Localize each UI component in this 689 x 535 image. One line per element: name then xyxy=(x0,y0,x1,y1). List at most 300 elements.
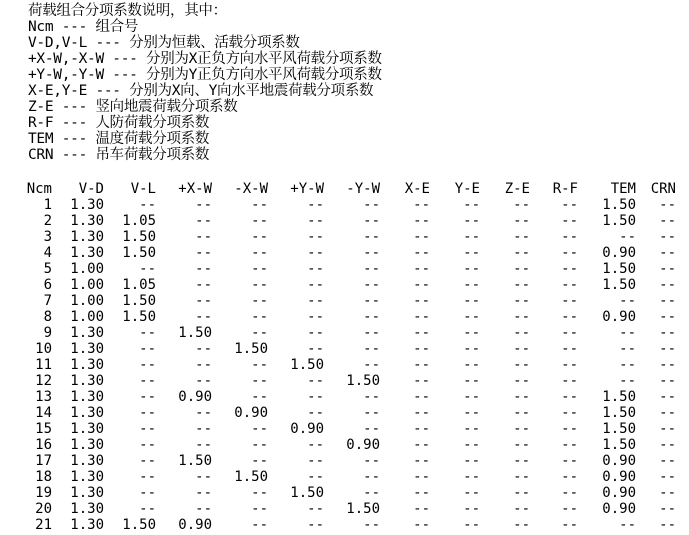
cell-z-e: -- xyxy=(513,421,530,437)
cell-x-e: -- xyxy=(413,213,430,229)
cell-ncm: 8 xyxy=(43,309,52,325)
table-row xyxy=(22,405,676,421)
cell-v-l: 1.50 xyxy=(122,293,156,309)
cell-y-e: -- xyxy=(463,261,480,277)
cell-r-f: -- xyxy=(561,357,578,373)
cell-pos-x-w: -- xyxy=(195,437,212,453)
cell-x-e: -- xyxy=(413,373,430,389)
cell-pos-y-w: -- xyxy=(307,229,324,245)
cell-pos-y-w: -- xyxy=(307,389,324,405)
cell-x-e: -- xyxy=(413,277,430,293)
cell-v-l: -- xyxy=(139,389,156,405)
cell-x-e: -- xyxy=(413,325,430,341)
cell-neg-y-w: -- xyxy=(363,325,380,341)
cell-r-f: -- xyxy=(561,325,578,341)
legend-line-x-wind: +X-W,-X-W --- 分别为X正负方向水平风荷载分项系数 xyxy=(28,51,382,67)
cell-tem: 1.50 xyxy=(602,277,636,293)
cell-v-l: 1.50 xyxy=(122,229,156,245)
cell-v-l: -- xyxy=(139,421,156,437)
cell-neg-y-w: 1.50 xyxy=(346,501,380,517)
cell-neg-x-w: -- xyxy=(251,389,268,405)
cell-r-f: -- xyxy=(561,501,578,517)
cell-neg-x-w: -- xyxy=(251,373,268,389)
table-row xyxy=(22,485,676,501)
cell-r-f: -- xyxy=(561,469,578,485)
cell-pos-x-w: -- xyxy=(195,245,212,261)
cell-ncm: 5 xyxy=(43,261,52,277)
cell-crn: -- xyxy=(659,245,676,261)
cell-v-l: -- xyxy=(139,501,156,517)
cell-pos-y-w: -- xyxy=(307,293,324,309)
cell-pos-y-w: -- xyxy=(307,309,324,325)
cell-z-e: -- xyxy=(513,197,530,213)
cell-x-e: -- xyxy=(413,437,430,453)
cell-ncm: 20 xyxy=(35,501,52,517)
cell-ncm: 2 xyxy=(43,213,52,229)
cell-v-l: -- xyxy=(139,469,156,485)
cell-x-e: -- xyxy=(413,453,430,469)
cell-y-e: -- xyxy=(463,197,480,213)
header-y-e: Y-E xyxy=(454,181,480,197)
cell-pos-x-w: -- xyxy=(195,357,212,373)
cell-pos-y-w: -- xyxy=(307,405,324,421)
cell-crn: -- xyxy=(659,293,676,309)
header-neg-x-w: -X-W xyxy=(234,181,268,197)
cell-r-f: -- xyxy=(561,389,578,405)
cell-pos-x-w: -- xyxy=(195,373,212,389)
table-row xyxy=(22,261,676,277)
cell-crn: -- xyxy=(659,229,676,245)
cell-x-e: -- xyxy=(413,341,430,357)
table-row xyxy=(22,309,676,325)
cell-neg-x-w: -- xyxy=(251,277,268,293)
cell-crn: -- xyxy=(659,309,676,325)
cell-v-d: 1.30 xyxy=(70,389,104,405)
cell-v-d: 1.30 xyxy=(70,229,104,245)
cell-neg-y-w: -- xyxy=(363,421,380,437)
cell-crn: -- xyxy=(659,373,676,389)
cell-pos-x-w: 1.50 xyxy=(178,325,212,341)
cell-v-d: 1.00 xyxy=(70,261,104,277)
legend-title: 荷载组合分项系数说明，其中： xyxy=(28,3,227,19)
table-row xyxy=(22,325,676,341)
cell-pos-y-w: 0.90 xyxy=(290,421,324,437)
cell-neg-y-w: -- xyxy=(363,309,380,325)
cell-tem: 0.90 xyxy=(602,501,636,517)
cell-x-e: -- xyxy=(413,517,430,533)
cell-v-d: 1.30 xyxy=(70,469,104,485)
cell-r-f: -- xyxy=(561,405,578,421)
cell-x-e: -- xyxy=(413,389,430,405)
cell-pos-x-w: -- xyxy=(195,197,212,213)
table-row xyxy=(22,517,676,533)
cell-v-l: 1.50 xyxy=(122,309,156,325)
table-row xyxy=(22,197,676,213)
cell-r-f: -- xyxy=(561,437,578,453)
cell-ncm: 12 xyxy=(35,373,52,389)
cell-pos-x-w: -- xyxy=(195,469,212,485)
table-row xyxy=(22,357,676,373)
cell-x-e: -- xyxy=(413,197,430,213)
cell-pos-x-w: -- xyxy=(195,213,212,229)
cell-x-e: -- xyxy=(413,261,430,277)
cell-neg-x-w: -- xyxy=(251,437,268,453)
cell-y-e: -- xyxy=(463,293,480,309)
cell-pos-y-w: -- xyxy=(307,341,324,357)
header-r-f: R-F xyxy=(552,181,578,197)
cell-neg-x-w: -- xyxy=(251,453,268,469)
table-row xyxy=(22,437,676,453)
cell-v-d: 1.30 xyxy=(70,325,104,341)
cell-crn: -- xyxy=(659,501,676,517)
header-v-l: V-L xyxy=(130,181,156,197)
cell-tem: -- xyxy=(619,325,636,341)
cell-r-f: -- xyxy=(561,293,578,309)
legend-line-crane: CRN --- 吊车荷载分项系数 xyxy=(28,147,210,163)
cell-ncm: 14 xyxy=(35,405,52,421)
cell-ncm: 15 xyxy=(35,421,52,437)
cell-tem: -- xyxy=(619,517,636,533)
cell-neg-y-w: 1.50 xyxy=(346,373,380,389)
cell-pos-y-w: -- xyxy=(307,517,324,533)
cell-x-e: -- xyxy=(413,229,430,245)
cell-pos-y-w: -- xyxy=(307,245,324,261)
cell-neg-y-w: -- xyxy=(363,245,380,261)
table-body xyxy=(22,197,676,533)
legend-line-temperature: TEM --- 温度荷载分项系数 xyxy=(28,131,210,147)
cell-pos-x-w: 0.90 xyxy=(178,389,212,405)
cell-crn: -- xyxy=(659,341,676,357)
cell-r-f: -- xyxy=(561,277,578,293)
cell-y-e: -- xyxy=(463,373,480,389)
cell-v-d: 1.30 xyxy=(70,421,104,437)
table-row xyxy=(22,453,676,469)
cell-tem: -- xyxy=(619,357,636,373)
cell-neg-y-w: -- xyxy=(363,469,380,485)
cell-v-d: 1.00 xyxy=(70,277,104,293)
cell-crn: -- xyxy=(659,389,676,405)
cell-neg-y-w: -- xyxy=(363,261,380,277)
cell-r-f: -- xyxy=(561,309,578,325)
cell-tem: -- xyxy=(619,341,636,357)
cell-v-l: -- xyxy=(139,261,156,277)
cell-neg-y-w: -- xyxy=(363,277,380,293)
cell-r-f: -- xyxy=(561,229,578,245)
cell-neg-x-w: -- xyxy=(251,309,268,325)
cell-z-e: -- xyxy=(513,325,530,341)
table-row xyxy=(22,389,676,405)
table-row xyxy=(22,469,676,485)
coefficient-table xyxy=(22,181,676,533)
cell-crn: -- xyxy=(659,453,676,469)
cell-neg-y-w: -- xyxy=(363,357,380,373)
cell-neg-x-w: -- xyxy=(251,293,268,309)
cell-crn: -- xyxy=(659,469,676,485)
cell-x-e: -- xyxy=(413,405,430,421)
cell-v-d: 1.30 xyxy=(70,453,104,469)
cell-v-l: 1.50 xyxy=(122,517,156,533)
cell-r-f: -- xyxy=(561,453,578,469)
cell-v-l: -- xyxy=(139,437,156,453)
table-row xyxy=(22,373,676,389)
cell-v-l: 1.05 xyxy=(122,213,156,229)
cell-crn: -- xyxy=(659,213,676,229)
cell-v-l: -- xyxy=(139,357,156,373)
cell-y-e: -- xyxy=(463,389,480,405)
cell-neg-x-w: -- xyxy=(251,325,268,341)
cell-v-l: -- xyxy=(139,453,156,469)
cell-tem: 0.90 xyxy=(602,453,636,469)
cell-r-f: -- xyxy=(561,421,578,437)
cell-pos-y-w: -- xyxy=(307,453,324,469)
header-ncm: Ncm xyxy=(26,181,52,197)
cell-x-e: -- xyxy=(413,293,430,309)
cell-v-d: 1.30 xyxy=(70,213,104,229)
cell-v-l: -- xyxy=(139,373,156,389)
cell-neg-y-w: -- xyxy=(363,389,380,405)
cell-pos-x-w: -- xyxy=(195,293,212,309)
cell-pos-y-w: -- xyxy=(307,197,324,213)
cell-y-e: -- xyxy=(463,405,480,421)
cell-pos-y-w: -- xyxy=(307,437,324,453)
cell-ncm: 6 xyxy=(43,277,52,293)
cell-v-d: 1.00 xyxy=(70,293,104,309)
cell-tem: -- xyxy=(619,229,636,245)
cell-y-e: -- xyxy=(463,229,480,245)
cell-pos-x-w: -- xyxy=(195,405,212,421)
table-header-row xyxy=(22,181,676,197)
cell-x-e: -- xyxy=(413,309,430,325)
cell-z-e: -- xyxy=(513,261,530,277)
cell-z-e: -- xyxy=(513,277,530,293)
cell-tem: 1.50 xyxy=(602,421,636,437)
cell-ncm: 18 xyxy=(35,469,52,485)
cell-v-l: 1.05 xyxy=(122,277,156,293)
cell-v-d: 1.30 xyxy=(70,517,104,533)
cell-neg-x-w: 1.50 xyxy=(234,341,268,357)
cell-ncm: 21 xyxy=(35,517,52,533)
cell-r-f: -- xyxy=(561,197,578,213)
cell-ncm: 3 xyxy=(43,229,52,245)
header-neg-y-w: -Y-W xyxy=(346,181,380,197)
cell-y-e: -- xyxy=(463,421,480,437)
cell-tem: -- xyxy=(619,293,636,309)
cell-crn: -- xyxy=(659,421,676,437)
cell-v-d: 1.30 xyxy=(70,405,104,421)
legend-line-horizontal-seismic: X-E,Y-E --- 分别为X向、Y向水平地震荷载分项系数 xyxy=(28,83,374,99)
cell-neg-x-w: 0.90 xyxy=(234,405,268,421)
cell-v-l: -- xyxy=(139,405,156,421)
cell-tem: 1.50 xyxy=(602,437,636,453)
cell-x-e: -- xyxy=(413,469,430,485)
cell-neg-x-w: -- xyxy=(251,501,268,517)
cell-neg-x-w: -- xyxy=(251,229,268,245)
header-pos-x-w: +X-W xyxy=(178,181,212,197)
cell-v-l: 1.50 xyxy=(122,245,156,261)
cell-tem: 0.90 xyxy=(602,469,636,485)
header-pos-y-w: +Y-W xyxy=(290,181,324,197)
cell-neg-y-w: -- xyxy=(363,229,380,245)
cell-pos-x-w: 1.50 xyxy=(178,453,212,469)
cell-y-e: -- xyxy=(463,485,480,501)
cell-pos-x-w: -- xyxy=(195,421,212,437)
cell-x-e: -- xyxy=(413,245,430,261)
cell-pos-x-w: -- xyxy=(195,309,212,325)
cell-v-l: -- xyxy=(139,485,156,501)
cell-neg-x-w: -- xyxy=(251,197,268,213)
cell-y-e: -- xyxy=(463,501,480,517)
cell-v-l: -- xyxy=(139,197,156,213)
table-row xyxy=(22,341,676,357)
cell-pos-x-w: -- xyxy=(195,229,212,245)
cell-v-d: 1.30 xyxy=(70,373,104,389)
header-x-e: X-E xyxy=(404,181,430,197)
header-z-e: Z-E xyxy=(504,181,530,197)
cell-pos-y-w: -- xyxy=(307,469,324,485)
cell-z-e: -- xyxy=(513,229,530,245)
cell-pos-y-w: -- xyxy=(307,261,324,277)
cell-ncm: 16 xyxy=(35,437,52,453)
cell-pos-x-w: 0.90 xyxy=(178,517,212,533)
cell-y-e: -- xyxy=(463,325,480,341)
cell-z-e: -- xyxy=(513,357,530,373)
legend-line-civil-defense: R-F --- 人防荷载分项系数 xyxy=(28,115,210,131)
cell-pos-x-w: -- xyxy=(195,485,212,501)
cell-y-e: -- xyxy=(463,357,480,373)
header-v-d: V-D xyxy=(78,181,104,197)
cell-z-e: -- xyxy=(513,485,530,501)
legend-line-y-wind: +Y-W,-Y-W --- 分别为Y正负方向水平风荷载分项系数 xyxy=(28,67,382,83)
cell-x-e: -- xyxy=(413,421,430,437)
cell-y-e: -- xyxy=(463,341,480,357)
cell-v-d: 1.30 xyxy=(70,357,104,373)
cell-tem: -- xyxy=(619,373,636,389)
cell-pos-x-w: -- xyxy=(195,277,212,293)
cell-pos-y-w: -- xyxy=(307,213,324,229)
cell-r-f: -- xyxy=(561,517,578,533)
legend-block xyxy=(28,3,668,163)
cell-neg-y-w: -- xyxy=(363,293,380,309)
cell-y-e: -- xyxy=(463,453,480,469)
cell-y-e: -- xyxy=(463,213,480,229)
cell-neg-x-w: -- xyxy=(251,213,268,229)
cell-y-e: -- xyxy=(463,437,480,453)
cell-v-d: 1.30 xyxy=(70,341,104,357)
cell-ncm: 11 xyxy=(35,357,52,373)
cell-neg-y-w: -- xyxy=(363,485,380,501)
cell-z-e: -- xyxy=(513,437,530,453)
cell-crn: -- xyxy=(659,437,676,453)
cell-neg-y-w: -- xyxy=(363,197,380,213)
cell-pos-y-w: 1.50 xyxy=(290,485,324,501)
cell-x-e: -- xyxy=(413,485,430,501)
table-row xyxy=(22,245,676,261)
legend-line-ncm: Ncm --- 组合号 xyxy=(28,19,139,35)
cell-ncm: 10 xyxy=(35,341,52,357)
header-tem: TEM xyxy=(610,181,636,197)
cell-neg-x-w: -- xyxy=(251,261,268,277)
cell-v-d: 1.00 xyxy=(70,309,104,325)
cell-neg-x-w: -- xyxy=(251,421,268,437)
legend-line-dead-live: V-D,V-L --- 分别为恒载、活载分项系数 xyxy=(28,35,300,51)
cell-tem: 1.50 xyxy=(602,197,636,213)
cell-ncm: 19 xyxy=(35,485,52,501)
cell-pos-y-w: -- xyxy=(307,277,324,293)
cell-r-f: -- xyxy=(561,213,578,229)
cell-neg-x-w: -- xyxy=(251,245,268,261)
cell-v-d: 1.30 xyxy=(70,197,104,213)
table-row xyxy=(22,421,676,437)
cell-crn: -- xyxy=(659,405,676,421)
cell-z-e: -- xyxy=(513,405,530,421)
cell-r-f: -- xyxy=(561,373,578,389)
cell-tem: 0.90 xyxy=(602,485,636,501)
cell-pos-y-w: 1.50 xyxy=(290,357,324,373)
cell-crn: -- xyxy=(659,277,676,293)
cell-crn: -- xyxy=(659,261,676,277)
cell-v-l: -- xyxy=(139,325,156,341)
cell-pos-y-w: -- xyxy=(307,501,324,517)
cell-z-e: -- xyxy=(513,373,530,389)
cell-pos-y-w: -- xyxy=(307,325,324,341)
cell-ncm: 17 xyxy=(35,453,52,469)
cell-v-d: 1.30 xyxy=(70,501,104,517)
cell-v-d: 1.30 xyxy=(70,245,104,261)
cell-neg-y-w: -- xyxy=(363,341,380,357)
cell-crn: -- xyxy=(659,197,676,213)
cell-y-e: -- xyxy=(463,309,480,325)
cell-x-e: -- xyxy=(413,501,430,517)
cell-tem: 1.50 xyxy=(602,389,636,405)
cell-pos-x-w: -- xyxy=(195,261,212,277)
cell-z-e: -- xyxy=(513,501,530,517)
cell-neg-x-w: 1.50 xyxy=(234,469,268,485)
cell-v-d: 1.30 xyxy=(70,485,104,501)
cell-tem: 1.50 xyxy=(602,213,636,229)
cell-neg-x-w: -- xyxy=(251,517,268,533)
cell-tem: 1.50 xyxy=(602,405,636,421)
cell-neg-y-w: -- xyxy=(363,453,380,469)
cell-r-f: -- xyxy=(561,485,578,501)
cell-neg-y-w: -- xyxy=(363,405,380,421)
cell-v-d: 1.30 xyxy=(70,437,104,453)
cell-z-e: -- xyxy=(513,309,530,325)
cell-pos-y-w: -- xyxy=(307,373,324,389)
table-row xyxy=(22,213,676,229)
cell-ncm: 7 xyxy=(43,293,52,309)
table-row xyxy=(22,277,676,293)
cell-z-e: -- xyxy=(513,469,530,485)
cell-z-e: -- xyxy=(513,293,530,309)
header-crn: CRN xyxy=(650,181,676,197)
cell-neg-x-w: -- xyxy=(251,485,268,501)
cell-z-e: -- xyxy=(513,341,530,357)
cell-y-e: -- xyxy=(463,517,480,533)
cell-ncm: 13 xyxy=(35,389,52,405)
cell-z-e: -- xyxy=(513,517,530,533)
cell-z-e: -- xyxy=(513,453,530,469)
cell-crn: -- xyxy=(659,325,676,341)
cell-neg-y-w: 0.90 xyxy=(346,437,380,453)
cell-tem: 0.90 xyxy=(602,309,636,325)
cell-ncm: 1 xyxy=(43,197,52,213)
cell-z-e: -- xyxy=(513,213,530,229)
cell-pos-x-w: -- xyxy=(195,341,212,357)
cell-x-e: -- xyxy=(413,357,430,373)
legend-line-vertical-seismic: Z-E --- 竖向地震荷载分项系数 xyxy=(28,99,238,115)
cell-r-f: -- xyxy=(561,341,578,357)
cell-neg-x-w: -- xyxy=(251,357,268,373)
